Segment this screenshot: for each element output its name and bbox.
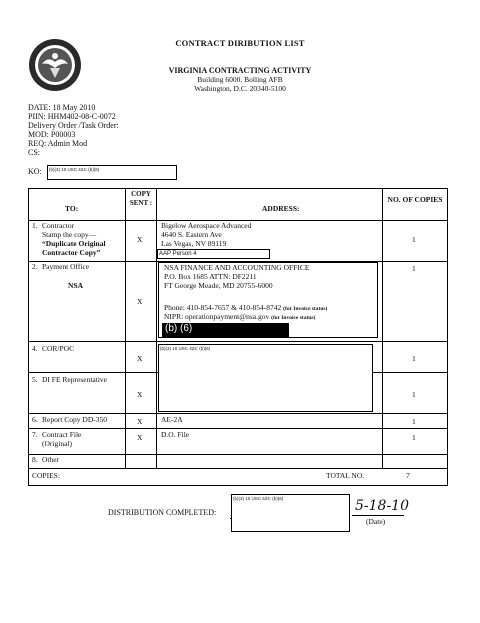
row2-email-note: (for Invoice status) [271,315,316,321]
distribution-label: DISTRIBUTION COMPLETED: [108,508,217,517]
req-line: REQ: Admin Mod [28,139,88,148]
row1-sent: X [137,235,143,244]
org-building: Building 6000, Bolling AFB [197,75,283,84]
row2-email: NIPR: operationpayment@nsa.gov [164,312,270,321]
row5-sent: X [137,390,143,399]
row2-num: 2. [32,262,38,271]
row1-addr-1: Bigelow Aerospace Advanced [161,221,252,230]
row-line [28,413,448,414]
document-title: CONTRACT DIRIBUTION LIST [175,38,305,48]
row7-num: 7. [32,430,38,439]
org-name: VIRGINIA CONTRACTING ACTIVITY [168,66,312,75]
row8-num: 8. [32,455,38,464]
row2-addr-1: NSA FINANCE AND ACCOUNTING OFFICE [164,263,310,272]
row2-copies: 1 [412,264,416,273]
col-header-address: ADDRESS: [262,204,300,213]
row4-to-1: COR/POC [42,344,75,353]
row-line [28,468,448,469]
row-line [28,428,448,429]
row4-num: 4. [32,344,38,353]
row6-num: 6. [32,415,38,424]
total-value: 7 [406,471,410,480]
row1-to-3: “Duplicate Original [42,239,106,248]
row5-copies: 1 [412,390,416,399]
row2-addr-5 [164,313,315,323]
date-line [352,515,404,516]
row2-redaction: (b) (6) [162,323,289,338]
row6-sent: X [137,417,143,426]
signature-redaction: (b)(3) 10 USC 424; (b)(6) [231,494,350,532]
row1-to-1: Contractor [42,221,75,230]
row1-num: 1. [32,221,38,230]
col-header-copy-sent: COPY SENT : [129,190,153,207]
col-divider-1 [125,188,126,468]
total-label: TOTAL NO. [326,471,365,480]
row2-sent: X [137,297,143,306]
row4-sent: X [137,354,143,363]
row7-addr-1: D.O. File [161,430,190,439]
ko-label: KO: [28,167,42,176]
row1-copies: 1 [412,235,416,244]
row2-to-1: Payment Office [42,262,90,271]
handwritten-date: 5-18-10 [355,498,409,514]
table-border-left [28,188,29,486]
row2-addr-3: FT George Meade, MD 20755-6000 [164,281,273,290]
row6-addr-1: AE-2A [161,415,183,424]
row1-to-2: Stamp the copy— [42,230,97,239]
row7-sent: X [137,433,143,442]
table-border-right [447,188,448,486]
row1-addr-2: 4640 S. Eastern Ave [161,230,222,239]
col-divider-3 [382,188,383,468]
delivery-order-line: Delivery Order /Task Order: [28,121,119,130]
piin-line: PIIN: HHM402-08-C-0072 [28,112,116,121]
ko-redaction: (b)(3) 10 USC 424; (b)(6) [47,165,177,180]
row5-to-1: DI FE Representative [42,375,107,384]
row5-num: 5. [32,375,38,384]
date-line: DATE: 18 May 2010 [28,103,96,112]
mod-line: MOD: P00003 [28,130,76,139]
date-label: (Date) [366,517,386,526]
cs-line: CS: [28,148,41,157]
col-header-to: TO: [65,204,79,213]
col-header-copies: NO. OF COPIES [387,195,443,204]
row1-to-4: Contractor Copy” [42,248,101,257]
row2-to-2: NSA [68,281,84,290]
row8-to-1: Other [42,455,60,464]
row6-copies: 1 [412,417,416,426]
row7-copies: 1 [412,433,416,442]
org-city: Washington, D.C. 20340-5100 [194,84,286,93]
table-border-top [28,188,448,189]
row6-to-1: Report Copy DD-350 [42,415,107,424]
table-border-bottom [28,485,448,486]
row1-redaction: AAP Person 4 [157,249,270,259]
row4-redaction: (b)(3) 10 USC 424; (b)(6) [158,344,373,412]
copies-label: COPIES: [32,471,60,480]
row7-to-1: Contract File [42,430,82,439]
row7-to-2: (Original) [42,439,72,448]
row4-copies: 1 [412,354,416,363]
row2-addr-2: P.O. Box 1685 ATTN: DF2211 [164,272,257,281]
row-line [28,341,448,342]
row1-addr-3: Las Vegas, NV 89119 [161,239,227,248]
row2-phone: Phone: 410-854-7657 & 410-854-8742 [164,303,282,312]
col-divider-2 [156,188,157,468]
row2-phone-note: (for Invoice status) [283,306,328,312]
row-line [28,454,448,455]
